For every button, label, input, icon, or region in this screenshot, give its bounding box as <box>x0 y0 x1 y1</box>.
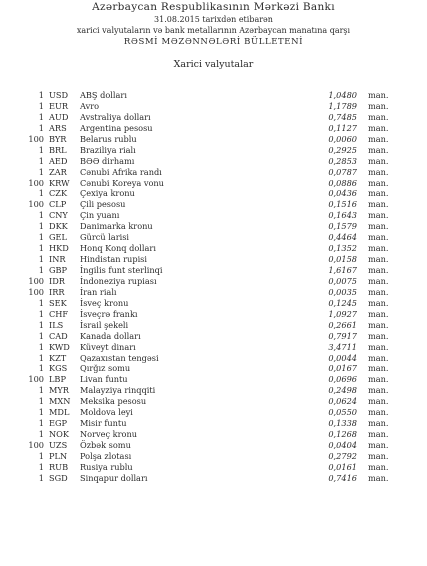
unit-label: man. <box>368 352 389 363</box>
exchange-rate: 0,2853 <box>328 155 357 166</box>
exchange-rate: 0,7416 <box>328 472 357 483</box>
unit-label: man. <box>368 429 389 440</box>
currency-name: İngilis funt sterlinqi <box>80 265 163 275</box>
exchange-rate: 0,0696 <box>328 374 357 385</box>
table-row <box>0 451 427 462</box>
table-row <box>0 101 427 112</box>
unit-label: man. <box>368 363 389 374</box>
currency-code: KZT <box>49 352 67 363</box>
currency-name: Honq Konq dolları <box>80 243 156 254</box>
quantity: 1 <box>38 122 44 133</box>
currency-code: NOK <box>49 429 69 440</box>
currency-name: Çili pesosu <box>80 199 126 210</box>
currency-name: Avstraliya dolları <box>80 111 151 122</box>
currency-code: ILS <box>49 319 64 330</box>
exchange-rate: 0,0787 <box>328 166 357 177</box>
currency-code: ARS <box>49 122 67 133</box>
currency-name: İsveçrə frankı <box>80 308 138 319</box>
exchange-rate: 0,4464 <box>328 232 357 243</box>
quantity: 1 <box>38 319 44 330</box>
exchange-rate: 3,4711 <box>328 341 357 352</box>
currency-code: KWD <box>49 341 70 352</box>
unit-label: man. <box>368 308 389 319</box>
unit-label: man. <box>368 199 389 210</box>
table-row <box>0 462 427 473</box>
currency-code: CNY <box>49 210 68 221</box>
currency-name: Çexiya kronu <box>80 188 135 199</box>
exchange-rate: 0,1245 <box>328 297 357 308</box>
currency-name: Rusiya rublu <box>80 461 133 472</box>
quantity: 1 <box>38 396 44 407</box>
table-row <box>0 429 427 440</box>
currency-code: KRW <box>49 177 70 188</box>
quantity: 100 <box>28 374 44 385</box>
table-row <box>0 188 427 199</box>
unit-label: man. <box>368 319 389 330</box>
unit-label: man. <box>368 100 389 111</box>
quantity: 1 <box>38 144 44 155</box>
table-row <box>0 320 427 331</box>
quantity: 1 <box>38 308 44 319</box>
currency-name: Meksika pesosu <box>80 396 147 407</box>
exchange-rate: 0,0404 <box>328 440 357 450</box>
currency-name: Hindistan rupisi <box>80 254 148 265</box>
exchange-rate: 0,1516 <box>328 199 357 210</box>
table-row <box>0 363 427 374</box>
currency-name: Kanada dolları <box>80 330 141 341</box>
exchange-rate: 0,0886 <box>328 177 357 188</box>
unit-label: man. <box>368 396 389 407</box>
currency-name: Argentina pesosu <box>80 122 153 133</box>
exchange-rate: 0,2498 <box>328 385 357 396</box>
document-header <box>0 0 427 48</box>
currency-code: AED <box>49 155 68 166</box>
unit-label: man. <box>368 90 389 100</box>
table-row <box>0 309 427 320</box>
unit-label: man. <box>368 122 389 133</box>
table-row <box>0 473 427 484</box>
quantity: 1 <box>38 341 44 352</box>
currency-code: MXN <box>49 396 71 407</box>
unit-label: man. <box>368 374 389 385</box>
quantity: 1 <box>38 297 44 308</box>
exchange-rate: 0,0161 <box>328 461 357 472</box>
table-row <box>0 298 427 309</box>
currency-code: RUB <box>49 461 69 472</box>
currency-name: Malayziya rinqqiti <box>80 385 156 396</box>
table-row <box>0 210 427 221</box>
unit-label: man. <box>368 265 389 275</box>
currency-name: İsrail şekeli <box>80 319 129 330</box>
currency-code: BRL <box>49 144 67 155</box>
quantity: 1 <box>38 254 44 265</box>
quantity: 1 <box>38 429 44 440</box>
exchange-rate: 0,0550 <box>328 407 357 418</box>
exchange-rate: 1,0927 <box>328 308 357 319</box>
currency-name: Çin yuanı <box>80 210 120 221</box>
currency-code: USD <box>49 90 69 100</box>
currency-code: EGP <box>49 418 68 429</box>
currency-name: Livan funtu <box>80 374 128 385</box>
currency-name: Gürcü larisi <box>80 232 130 243</box>
unit-label: man. <box>368 330 389 341</box>
table-row <box>0 145 427 156</box>
currency-code: IRR <box>49 286 65 297</box>
table-row <box>0 374 427 385</box>
unit-label: man. <box>368 210 389 221</box>
currency-name: Polşa zlotası <box>80 450 132 461</box>
quantity: 1 <box>38 210 44 221</box>
currency-code: KGS <box>49 363 68 374</box>
currency-name: BƏƏ dirhamı <box>80 155 135 166</box>
section-title: Xarici valyutalar <box>173 59 254 70</box>
currency-name: Küveyt dinarı <box>80 341 136 352</box>
unit-label: man. <box>368 450 389 461</box>
currency-code: UZS <box>49 440 68 450</box>
quantity: 1 <box>38 461 44 472</box>
unit-label: man. <box>368 461 389 472</box>
quantity: 100 <box>28 440 44 450</box>
table-row <box>0 167 427 178</box>
table-row <box>0 178 427 189</box>
exchange-rate: 0,0060 <box>328 133 357 144</box>
quantity: 1 <box>38 188 44 199</box>
quantity: 1 <box>38 265 44 275</box>
currency-code: ZAR <box>49 166 67 177</box>
exchange-rate: 0,1352 <box>328 243 357 254</box>
unit-label: man. <box>368 407 389 418</box>
table-row <box>0 342 427 353</box>
exchange-rate: 0,2925 <box>328 144 357 155</box>
table-row <box>0 232 427 243</box>
exchange-rate: 0,0624 <box>328 396 357 407</box>
unit-label: man. <box>368 166 389 177</box>
exchange-rate: 0,1643 <box>328 210 357 221</box>
quantity: 100 <box>28 133 44 144</box>
currency-name: Sinqapur dolları <box>80 472 148 483</box>
table-row <box>0 418 427 429</box>
table-row <box>0 90 427 101</box>
exchange-rate: 0,1338 <box>328 418 357 429</box>
unit-label: man. <box>368 155 389 166</box>
currency-name: Cənubi Koreya vonu <box>80 177 164 188</box>
currency-name: Qırğız somu <box>80 363 131 374</box>
document-subtitle: xarici valyutaların və bank metallarının Azərbaycan manatına qarşı <box>76 26 351 35</box>
unit-label: man. <box>368 297 389 308</box>
quantity: 1 <box>38 221 44 232</box>
currency-name: Belarus rublu <box>80 133 137 144</box>
table-row <box>0 123 427 134</box>
table-row <box>0 134 427 145</box>
exchange-rate: 1,1789 <box>328 100 357 111</box>
table-row <box>0 353 427 364</box>
currency-code: MDL <box>49 407 70 418</box>
quantity: 1 <box>38 111 44 122</box>
currency-code: PLN <box>49 450 68 461</box>
quantity: 1 <box>38 166 44 177</box>
table-row <box>0 396 427 407</box>
exchange-rate: 0,2661 <box>328 319 357 330</box>
quantity: 100 <box>28 177 44 188</box>
exchange-rate: 0,1268 <box>328 429 357 440</box>
currency-code: GEL <box>49 232 67 243</box>
currency-code: BYR <box>49 133 67 144</box>
currency-code: SEK <box>49 297 67 308</box>
table-row <box>0 440 427 451</box>
table-row <box>0 156 427 167</box>
unit-label: man. <box>368 472 389 483</box>
currency-code: MYR <box>49 385 69 396</box>
effective-date: 31.08.2015 tarixdən etibarən <box>154 15 273 24</box>
currency-name: Norveç kronu <box>80 429 138 440</box>
currency-name: Misir funtu <box>80 418 127 429</box>
quantity: 1 <box>38 100 44 111</box>
currency-code: CZK <box>49 188 68 199</box>
exchange-rate: 0,0044 <box>328 352 357 363</box>
quantity: 1 <box>38 418 44 429</box>
quantity: 1 <box>38 407 44 418</box>
unit-label: man. <box>368 177 389 188</box>
table-row <box>0 276 427 287</box>
table-row <box>0 287 427 298</box>
exchange-rate: 0,0035 <box>328 286 357 297</box>
unit-label: man. <box>368 385 389 396</box>
currency-code: HKD <box>49 243 69 254</box>
currency-name: İsveç kronu <box>80 297 129 308</box>
currency-code: CAD <box>49 330 68 341</box>
exchange-rate: 0,0158 <box>328 254 357 265</box>
currency-code: INR <box>49 254 66 265</box>
table-row <box>0 243 427 254</box>
unit-label: man. <box>368 254 389 265</box>
quantity: 1 <box>38 363 44 374</box>
quantity: 1 <box>38 155 44 166</box>
unit-label: man. <box>368 275 389 286</box>
quantity: 1 <box>38 330 44 341</box>
quantity: 1 <box>38 90 44 100</box>
bank-name: Azərbaycan Respublikasının Mərkəzi Bankı <box>92 1 335 13</box>
table-row <box>0 407 427 418</box>
unit-label: man. <box>368 188 389 199</box>
exchange-rate: 0,1579 <box>328 221 357 232</box>
currency-name: Cənubi Afrika randı <box>80 166 162 177</box>
unit-label: man. <box>368 341 389 352</box>
rates-table <box>0 90 427 484</box>
currency-name: Danimarka kronu <box>80 221 153 232</box>
unit-label: man. <box>368 440 389 450</box>
unit-label: man. <box>368 243 389 254</box>
unit-label: man. <box>368 221 389 232</box>
currency-code: CHF <box>49 308 69 319</box>
quantity: 1 <box>38 472 44 483</box>
quantity: 1 <box>38 243 44 254</box>
currency-code: EUR <box>49 100 69 111</box>
table-row <box>0 265 427 276</box>
unit-label: man. <box>368 286 389 297</box>
exchange-rate: 0,7917 <box>328 330 357 341</box>
unit-label: man. <box>368 232 389 243</box>
exchange-rate: 0,7485 <box>328 111 357 122</box>
table-row <box>0 199 427 210</box>
exchange-rate: 1,6167 <box>328 265 357 275</box>
currency-code: DKK <box>49 221 68 232</box>
quantity: 100 <box>28 275 44 286</box>
currency-name: Özbək somu <box>80 440 131 450</box>
table-row <box>0 331 427 342</box>
table-row <box>0 221 427 232</box>
quantity: 1 <box>38 385 44 396</box>
table-row <box>0 254 427 265</box>
currency-name: İran rialı <box>80 286 117 297</box>
currency-code: IDR <box>49 275 65 286</box>
currency-code: LBP <box>49 374 66 385</box>
exchange-rate: 0,1127 <box>328 122 357 133</box>
currency-code: CLP <box>49 199 67 210</box>
currency-name: Avro <box>80 100 100 111</box>
table-row <box>0 112 427 123</box>
quantity: 100 <box>28 286 44 297</box>
currency-name: İndoneziya rupiası <box>80 275 157 286</box>
exchange-rate: 0,0167 <box>328 363 357 374</box>
exchange-rate: 0,0436 <box>328 188 357 199</box>
exchange-rate: 0,2792 <box>328 450 357 461</box>
exchange-rate: 1,0480 <box>328 90 357 100</box>
unit-label: man. <box>368 133 389 144</box>
exchange-rate: 0,0075 <box>328 275 357 286</box>
quantity: 1 <box>38 232 44 243</box>
currency-code: GBP <box>49 265 68 275</box>
table-row <box>0 385 427 396</box>
quantity: 1 <box>38 450 44 461</box>
currency-code: AUD <box>49 111 69 122</box>
quantity: 1 <box>38 352 44 363</box>
bulletin-title: RƏSMİ MƏZƏNNƏLƏRİ BÜLLETENİ <box>123 37 304 47</box>
quantity: 100 <box>28 199 44 210</box>
unit-label: man. <box>368 111 389 122</box>
currency-name: Qazaxıstan tengəsi <box>80 352 159 363</box>
currency-name: ABŞ dolları <box>80 90 127 100</box>
currency-code: SGD <box>49 472 68 483</box>
unit-label: man. <box>368 144 389 155</box>
unit-label: man. <box>368 418 389 429</box>
currency-name: Moldova leyi <box>80 407 133 418</box>
currency-name: Braziliya rialı <box>80 144 136 155</box>
